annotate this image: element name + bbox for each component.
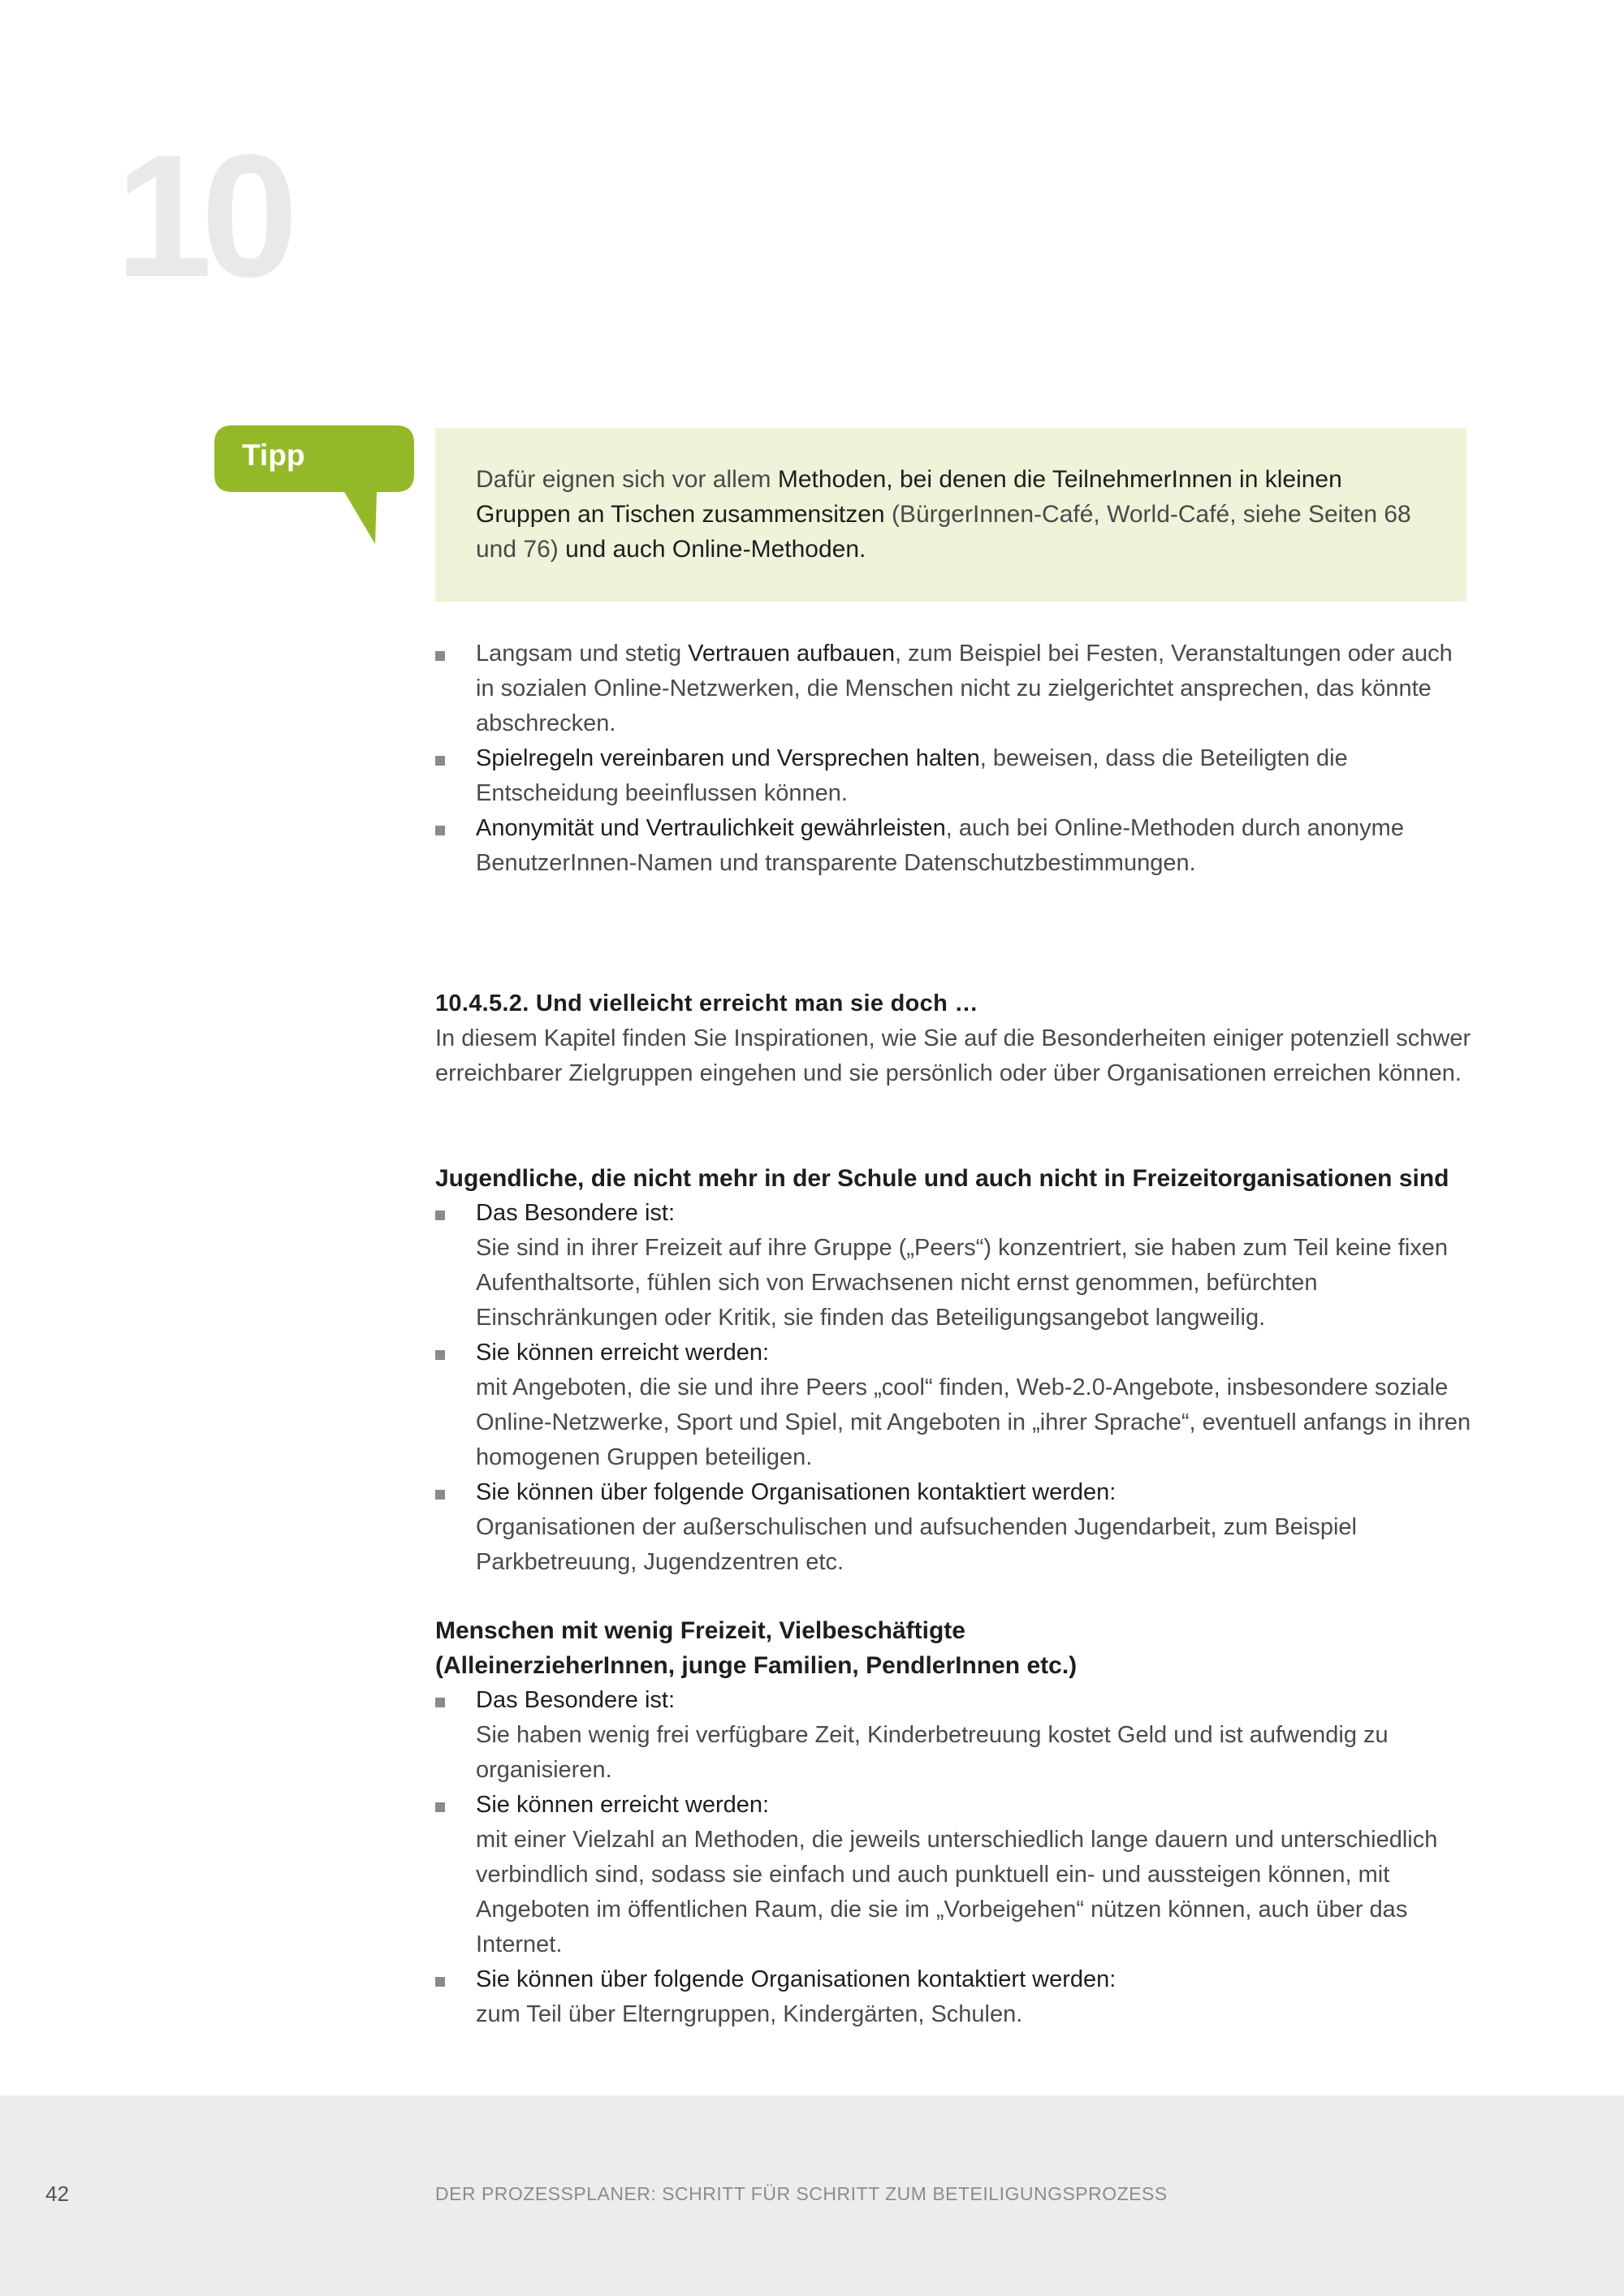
list-item: Spielregeln vereinbaren und Versprechen halten, beweisen, dass die Beteiligten die Entscheidung beeinflussen können. [435, 741, 1475, 811]
section-block [435, 986, 1475, 1091]
page-number: 42 [45, 2182, 69, 2206]
list-item: Sie können über folgende Organisationen kontaktiert werden: zum Teil über Elterngruppen, Kindergärten, Schulen. [435, 1962, 1475, 2032]
list-item: Sie können erreicht werden: mit Angeboten, die sie und ihre Peers „cool“ finden, Web-2.0-Angebote, insbesondere soziale Online-Netzwerke, Sport und Spiel, mit Angeboten in „ihrer Sprache“, eventuell anfangs in ihren homogenen Gruppen beteiligen. [435, 1336, 1475, 1475]
tip-text [476, 462, 1426, 567]
tip-text-emphasis-2: und auch Online-Methoden. [565, 536, 866, 563]
list-item: Anonymität und Vertraulichkeit gewährleisten, auch bei Online-Methoden durch anonyme BenutzerInnen-Namen und transparente Datenschutzbestimmungen. [435, 811, 1475, 881]
tip-text-part-3: (BürgerInnen-Café, World-Café, siehe Seiten 68 und 76) [476, 501, 1411, 563]
running-title: DER PROZESSPLANER: SCHRITT FÜR SCHRITT ZUM BETEILIGUNGSPROZESS [435, 2183, 1168, 2204]
bullet-list-top-container [435, 637, 1475, 881]
section-intro: In diesem Kapitel finden Sie Inspirationen, wie Sie auf die Besonderheiten einiger potenziell schwer erreichbarer Zielgruppen eingehen und sie persönlich oder über Organisationen erreichen können. [435, 1025, 1471, 1086]
group-title: Menschen mit wenig Freizeit, Vielbeschäftigte (AlleinerzieherInnen, junge Familien, PendlerInnen etc.) [435, 1617, 1078, 1679]
section-heading: 10.4.5.2. Und vielleicht erreicht man sie doch … [435, 990, 978, 1016]
tip-text-part-1: Dafür eignen sich vor allem [476, 466, 778, 493]
page-footer [0, 2095, 1624, 2296]
list-item: Langsam und stetig Vertrauen aufbauen, zum Beispiel bei Festen, Veranstaltungen oder auch in sozialen Online-Netzwerken, die Menschen nicht zu zielgerichtet ansprechen, das könnte abschrecken. [435, 637, 1475, 741]
group-busy-people [435, 1613, 1475, 2032]
list-item: Das Besondere ist: Sie sind in ihrer Freizeit auf ihre Gruppe („Peers“) konzentriert, sie haben zum Teil keine fixen Aufenthaltsorte, fühlen sich von Erwachsenen nicht ernst genommen, befürchten Einschränkungen oder Kritik, sie finden das Beteiligungsangebot langweilig. [435, 1196, 1475, 1336]
group-title: Jugendliche, die nicht mehr in der Schule und auch nicht in Freizeitorganisationen sind [435, 1165, 1449, 1192]
group-busy-list [435, 1683, 1475, 2032]
tip-label: Tipp [242, 438, 305, 472]
tip-box [435, 428, 1466, 602]
tip-text-emphasis-1: Methoden, bei denen die TeilnehmerInnen in kleinen Gruppen an Tischen zusammensitzen [476, 466, 1342, 528]
bullet-list-top [435, 637, 1475, 881]
group-youth [435, 1161, 1475, 1580]
chapter-number: 10 [115, 118, 287, 313]
tip-badge [214, 425, 414, 547]
list-item: Sie können erreicht werden: mit einer Vielzahl an Methoden, die jeweils unterschiedlich lange dauern und unterschiedlich verbindlich sind, sodass sie einfach und auch punktuell ein- und aussteigen können, mit Angeboten im öffentlichen Raum, die sie im „Vorbeigehen“ nützen können, auch über das Internet. [435, 1788, 1475, 1962]
group-youth-list [435, 1196, 1475, 1580]
list-item: Das Besondere ist: Sie haben wenig frei verfügbare Zeit, Kinderbetreuung kostet Geld und ist aufwendig zu organisieren. [435, 1683, 1475, 1788]
list-item: Sie können über folgende Organisationen kontaktiert werden: Organisationen der außerschulischen und aufsuchenden Jugendarbeit, zum Beispiel Parkbetreuung, Jugendzentren etc. [435, 1475, 1475, 1580]
